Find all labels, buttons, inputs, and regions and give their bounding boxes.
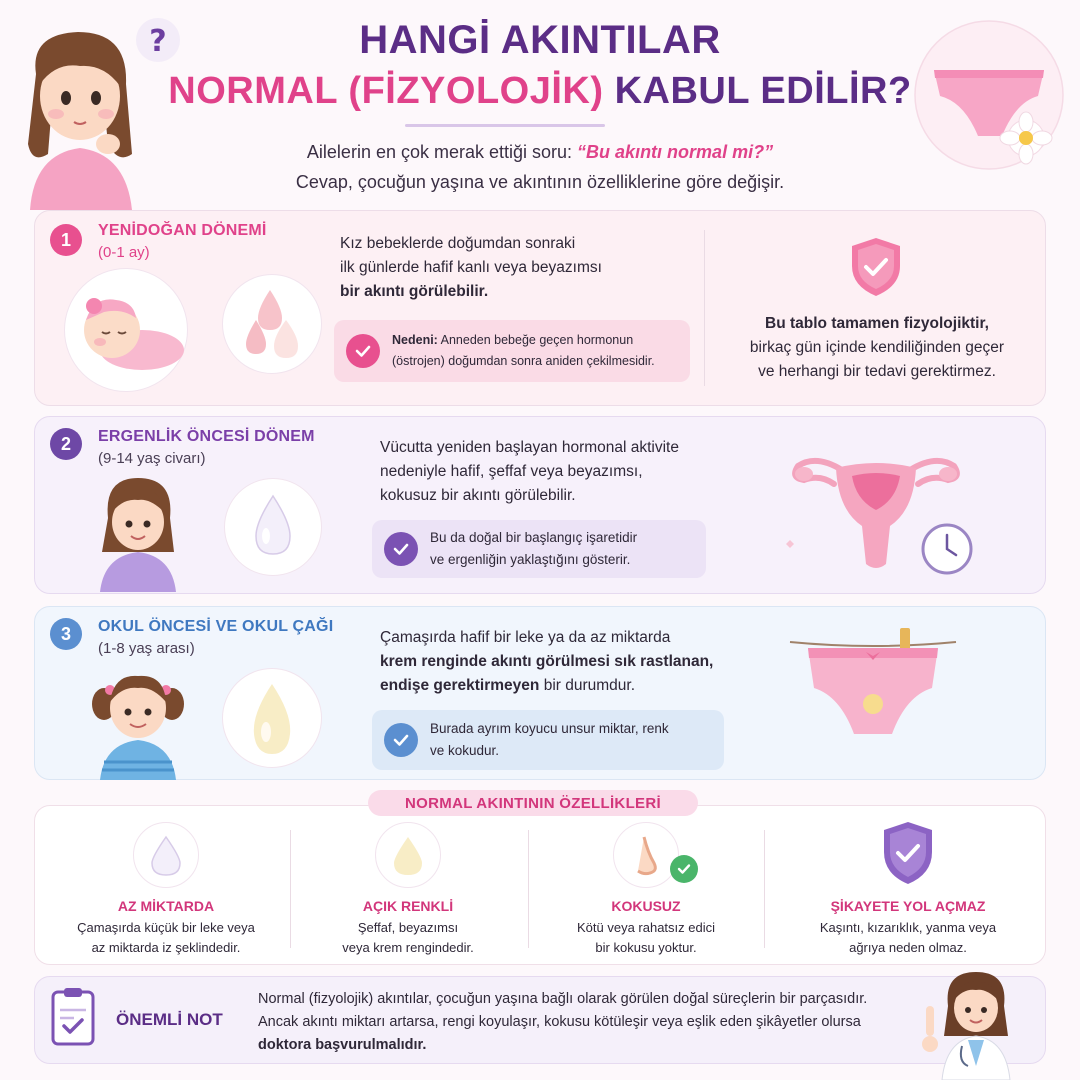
feature-desc	[790, 918, 1026, 958]
intro-answer-line: Cevap, çocuğun yaşına ve akıntının özelliklerine göre değişir.	[295, 172, 785, 192]
title-underline	[405, 124, 605, 127]
important-note-label: ÖNEMLİ NOT	[116, 1010, 223, 1029]
newborn-text-line1: Kız bebeklerde doğumdan sonraki	[340, 235, 576, 252]
section1-divider	[704, 230, 705, 386]
feature-light-color	[290, 816, 526, 962]
feature-title: AZ MİKTARDA	[117, 898, 215, 914]
school-text-line2: krem renginde akıntı görülmesi sık rastlanan,	[380, 653, 714, 670]
feature-desc-line1: Kötü veya rahatsız edici	[576, 920, 716, 935]
reason-line1: Anneden bebeğe geçen hormonun	[437, 333, 634, 347]
check-circle-icon	[384, 723, 418, 757]
feature-desc	[528, 918, 764, 958]
prepuberty-note-text	[430, 527, 637, 571]
green-check-icon	[670, 855, 698, 883]
newborn-text-line2: ilk günlerde hafif kanlı veya beyazımsı	[340, 259, 602, 276]
important-line1: Normal (fizyolojik) akıntılar, çocuğun yaşına bağlı olarak görülen doğal süreçlerin bir parçasıdır.	[258, 991, 868, 1007]
section-age-newborn: (0-1 ay)	[98, 244, 150, 261]
feature-desc	[48, 918, 284, 958]
section-age-prepuberty: (9-14 yaş civarı)	[98, 450, 206, 467]
newborn-reason-text	[392, 330, 655, 372]
cream-drop-icon	[222, 668, 322, 768]
conclusion-line3: ve herhangi bir tedavi gerektirmez.	[758, 363, 996, 380]
feature-desc-line1: Şeffaf, beyazımsı	[357, 920, 459, 935]
newborn-conclusion	[716, 312, 1038, 384]
feature-desc	[290, 918, 526, 958]
feature-title: AÇIK RENKLİ	[362, 898, 454, 914]
newborn-reason-box	[334, 320, 690, 382]
prepuberty-text-line2: nedeniyle hafif, şeffaf veya beyazımsı,	[380, 463, 643, 480]
prepuberty-text-line1: Vücutta yeniden başlayan hormonal aktivite	[380, 439, 679, 456]
intro-question: “Bu akıntı normal mi?”	[577, 142, 774, 162]
school-note-line1: Burada ayrım koyucu unsur miktar, renk	[430, 721, 669, 736]
section-text-school-age	[380, 626, 760, 698]
section-title-school-age: OKUL ÖNCESİ VE OKUL ÇAĞI	[98, 618, 334, 635]
doctor-illustration	[918, 966, 1028, 1080]
prepuberty-note-line1: Bu da doğal bir başlangıç işaretidir	[430, 530, 638, 545]
prepuberty-note-box	[372, 520, 706, 578]
nose-icon	[613, 822, 679, 888]
section-number-1: 1	[50, 224, 82, 256]
school-note-line2: ve kokudur.	[430, 743, 500, 758]
prepuberty-text-line3: kokusuz bir akıntı görülebilir.	[380, 487, 576, 504]
check-circle-icon	[384, 532, 418, 566]
underwear-on-line-illustration	[788, 622, 958, 740]
feature-small-amount	[48, 816, 284, 962]
girl-pigtails-illustration	[90, 664, 186, 780]
girl-purple-shirt-illustration	[96, 472, 180, 592]
feature-desc-line2: veya krem rengindedir.	[342, 940, 474, 955]
feature-odorless	[528, 816, 764, 962]
section-title-newborn: YENİDOĞAN DÖNEMİ	[98, 222, 267, 239]
page-title-line2	[0, 70, 1080, 113]
check-circle-icon	[346, 334, 380, 368]
important-note-text	[258, 988, 918, 1057]
clear-drop-icon	[224, 478, 322, 576]
reason-line2: (östrojen) doğumdan sonra aniden çekilmesidir.	[392, 354, 655, 368]
feature-no-complaints	[790, 816, 1026, 962]
section-text-newborn	[340, 232, 680, 304]
feature-divider-3	[764, 830, 765, 948]
school-text-line1: Çamaşırda hafif bir leke ya da az miktarda	[380, 629, 671, 646]
blood-drops-icon	[222, 274, 322, 374]
school-note-text	[430, 718, 669, 762]
title-highlight: NORMAL (FİZYOLOJİK)	[168, 70, 604, 112]
section-age-school-age: (1-8 yaş arası)	[98, 640, 195, 657]
feature-desc-line1: Çamaşırda küçük bir leke veya	[77, 920, 255, 935]
intro-prefix: Ailelerin en çok merak ettiği soru:	[306, 142, 578, 162]
school-note-box	[372, 710, 724, 770]
purple-shield-check-icon	[880, 820, 936, 886]
title-rest: KABUL EDİLİR?	[614, 70, 912, 112]
svg-text:?: ?	[149, 24, 167, 59]
section-number-2: 2	[50, 428, 82, 460]
important-line3: doktora başvurulmalıdır.	[258, 1037, 427, 1053]
light-drop-icon	[375, 822, 441, 888]
feature-title: ŞİKAYETE YOL AÇMAZ	[830, 898, 986, 914]
section-text-prepuberty	[380, 436, 740, 508]
small-drop-icon	[133, 822, 199, 888]
intro-question-line	[0, 142, 1080, 163]
sleeping-baby-illustration	[64, 268, 188, 392]
features-title: NORMAL AKINTININ ÖZELLİKLERİ	[368, 790, 698, 816]
conclusion-line1: Bu tablo tamamen fizyolojiktir,	[765, 315, 989, 332]
reason-label: Nedeni:	[392, 333, 438, 347]
important-line2: Ancak akıntı miktarı artarsa, rengi koyulaşır, kokusu kötüleşir veya eşlik eden şikâyetler olursa	[258, 1014, 861, 1030]
newborn-text-line3: bir akıntı görülebilir.	[340, 283, 489, 300]
conclusion-line2: birkaç gün içinde kendiliğinden geçer	[749, 339, 1005, 356]
section-number-3: 3	[50, 618, 82, 650]
clipboard-check-icon	[50, 986, 96, 1046]
clock-icon	[920, 522, 974, 576]
school-text-line3-bold: endişe gerektirmeyen	[380, 677, 540, 694]
feature-title: KOKUSUZ	[611, 898, 681, 914]
feature-desc-line1: Kaşıntı, kızarıklık, yanma veya	[819, 920, 997, 935]
feature-desc-line2: ağrıya neden olmaz.	[849, 940, 967, 955]
feature-desc-line2: bir kokusu yoktur.	[595, 940, 697, 955]
prepuberty-note-line2: ve ergenliğin yaklaştığını gösterir.	[430, 552, 631, 567]
feature-desc-line2: az miktarda iz şeklindedir.	[91, 940, 241, 955]
school-text-line3-rest: bir durumdur.	[539, 677, 636, 694]
section-title-prepuberty: ERGENLİK ÖNCESİ DÖNEM	[98, 428, 315, 445]
pink-shield-check-icon	[848, 236, 904, 298]
page-title-line1: HANGİ AKINTILAR	[359, 18, 721, 62]
